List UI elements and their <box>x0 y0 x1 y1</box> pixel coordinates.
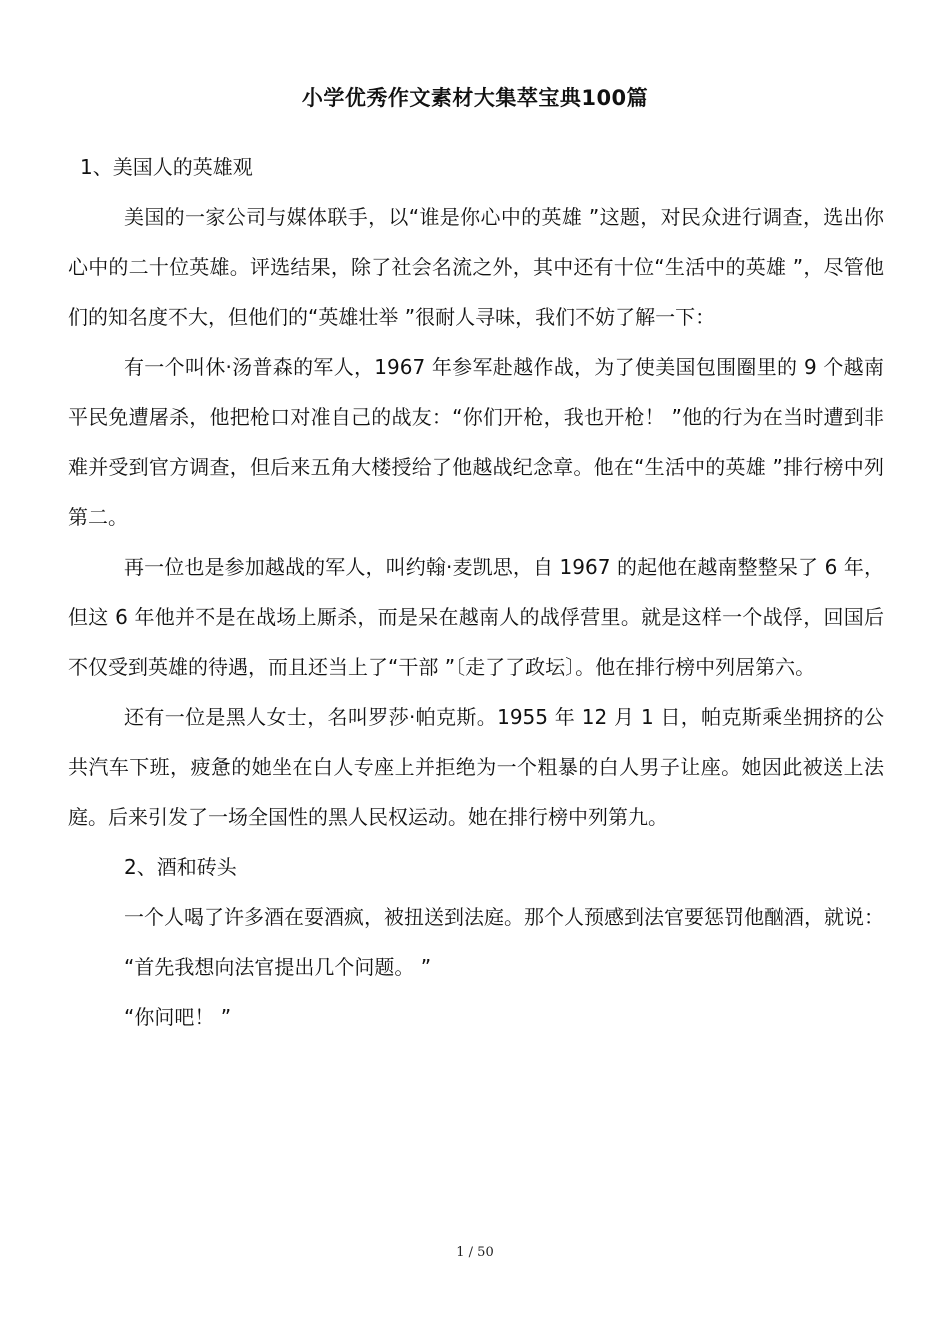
page-number: 1 / 50 <box>456 1245 494 1260</box>
document-body <box>68 142 884 1042</box>
paragraph: 有一个叫休·汤普森的军人，1967 年参军赴越作战，为了使美国包围圈里的 9 个越南平民免遭屠杀，他把枪口对准自己的战友：“你们开枪，我也开枪！ ”他的行为在当时遭到非难并受到官方调查，但后来五角大楼授给了他越战纪念章。他在“生活中的英雄 ”排行榜中列第二。 <box>68 355 884 529</box>
paragraph: 一个人喝了许多酒在耍酒疯，被扭送到法庭。那个人预感到法官要惩罚他酗酒，就说： <box>124 905 884 929</box>
paragraph: “首先我想向法官提出几个问题。 ” <box>124 955 432 979</box>
paragraph: 还有一位是黑人女士，名叫罗莎·帕克斯。1955 年 12 月 1 日，帕克斯乘坐拥挤的公共汽车下班，疲惫的她坐在白人专座上并拒绝为一个粗暴的白人男子让座。她因此被送上法庭。后来引发了一场全国性的黑人民权运动。她在排行榜中列第九。 <box>68 705 884 829</box>
section-heading: 1、美国人的英雄观 <box>80 155 253 179</box>
section-heading: 2、酒和砖头 <box>124 855 237 879</box>
document-title: 小学优秀作文素材大集萃宝典100篇 <box>301 86 649 110</box>
paragraph: 再一位也是参加越战的军人，叫约翰·麦凯思，自 1967 的起他在越南整整呆了 6 年，但这 6 年他并不是在战场上厮杀，而是呆在越南人的战俘营里。就是这样一个战俘，回国后不仅受到英雄的待遇，而且还当上了“干部 ”〔走了了政坛〕。他在排行榜中列居第六。 <box>68 555 884 679</box>
paragraph: “你问吧！ ” <box>124 1005 232 1029</box>
paragraph: 美国的一家公司与媒体联手，以“谁是你心中的英雄 ”这题，对民众进行调查，选出你心中的二十位英雄。评选结果，除了社会名流之外，其中还有十位“生活中的英雄 ”，尽管他们的知名度不大，但他们的“英雄壮举 ”很耐人寻味，我们不妨了解一下： <box>68 205 884 329</box>
